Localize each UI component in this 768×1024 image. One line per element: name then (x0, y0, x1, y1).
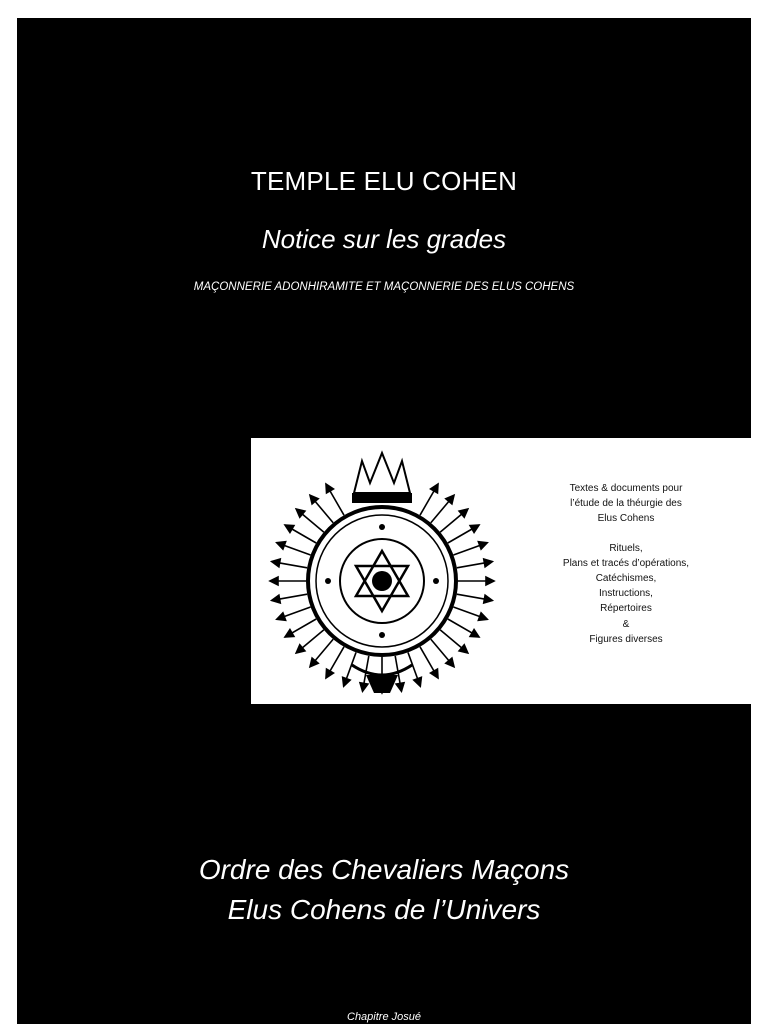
page-tagline: MAÇONNERIE ADONHIRAMITE ET MAÇONNERIE DES ELUS COHENS (193, 281, 575, 293)
order-line-1: Ordre des Chevaliers Maçons (198, 854, 570, 885)
elus-cohens-seal-icon (262, 443, 502, 699)
chapter-label: Chapitre Josué (347, 1011, 421, 1023)
list-item: Répertoires (600, 603, 652, 615)
list-item: Figures diverses (589, 633, 663, 645)
list-item: Rituels, (609, 542, 643, 554)
intro-line: Elus Cohens (597, 513, 655, 525)
list-item: & (622, 618, 630, 630)
panel-description (545, 481, 707, 647)
order-line-2: Elus Cohens de l’Univers (227, 894, 541, 925)
page-subtitle: Notice sur les grades (261, 224, 507, 254)
list-item: Catéchismes, (595, 573, 657, 585)
order-name (0, 850, 768, 930)
page-title: TEMPLE ELU COHEN (250, 166, 518, 196)
intro-line: Textes & documents pour (569, 483, 683, 494)
intro-line: l’étude de la théurgie des (570, 498, 682, 510)
list-item: Instructions, (599, 588, 653, 600)
list-item: Plans et tracés d’opérations, (562, 557, 690, 569)
